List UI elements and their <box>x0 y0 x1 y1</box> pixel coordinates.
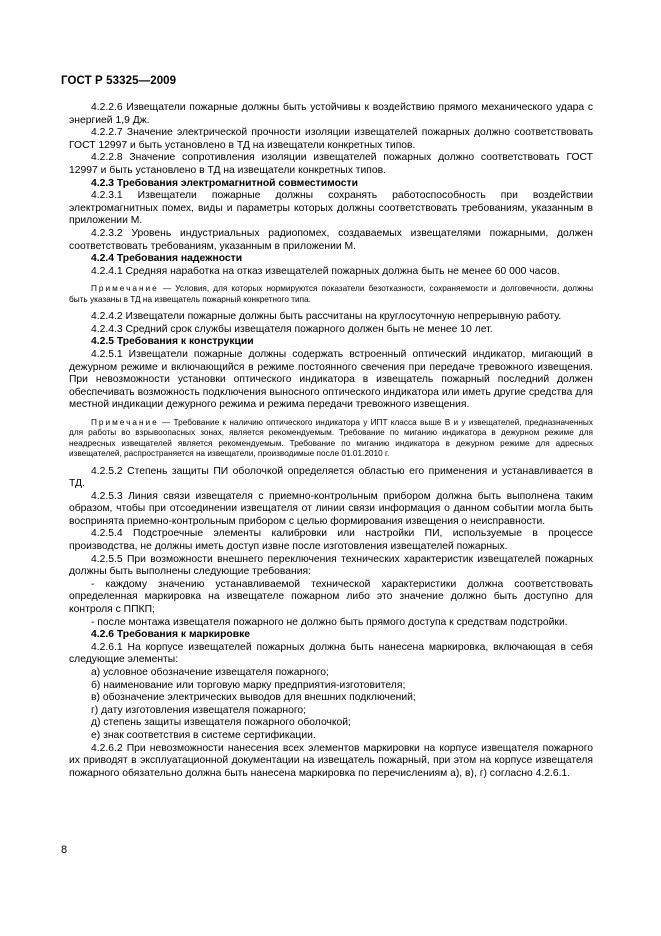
clause-4-2-2-8: 4.2.2.8 Значение сопротивления изоляции извещателей пожарных должно соответствовать ГОСТ 12997 и быть установлено в ТД на извещатели конкретных типов. <box>69 152 593 176</box>
note-text: — Условия, для которых нормируются показатели безотказности, сохраняемости и долговечности, должны быть указаны в ТД на извещатель пожарный конкретного типа. <box>69 284 593 304</box>
list-item-d: д) степень защиты извещателя пожарного оболочкой; <box>91 717 351 729</box>
list-item-v: в) обозначение электрических выводов для внешних подключений; <box>91 692 416 704</box>
list-item-dash-1: - каждому значению устанавливаемой технической характеристики должна соответствовать определенная маркировка на извещателе пожарном либо это значение должно быть доступно для контроля с ППКП; <box>69 578 593 616</box>
list-item-dash-2: - после монтажа извещателя пожарного не должно быть прямого доступа к средствам подстройки. <box>91 616 568 628</box>
clause-4-2-6-1: 4.2.6.1 На корпусе извещателей пожарных должна быть нанесена маркировка, включающая в себя следующие элементы: <box>69 641 593 666</box>
list-item-a: а) условное обозначение извещателя пожарного; <box>91 667 329 678</box>
clause-4-2-5-1: 4.2.5.1 Извещатели пожарные должны содержать встроенный оптический индикатор, мигающий в дежурном режиме и включающийся в режиме постоянного свечения при передаче тревожного извещения. При невозможности установки оптического индикатора в извещатель пожарный последний должен обеспечивать возможность подключения выносного оптического индикатора или иметь другие средства для местной индикации дежурного режима и режима передачи тревожного извещения. <box>69 348 593 411</box>
clause-4-2-5-2: 4.2.5.2 Степень защиты ПИ оболочкой определяется областью его применения и устанавливается в ТД. <box>69 465 593 490</box>
clause-4-2-5-4: 4.2.5.4 Подстроечные элементы калибровки или настройки ПИ, используемые в процессе производства, не должны иметь доступ извне после изготовления извещателей пожарных. <box>69 528 593 553</box>
clause-4-2-5-3: 4.2.5.3 Линия связи извещателя с приемно-контрольным прибором должна быть выполнена таким образом, чтобы при отсоединении извещателя от линии связи информация о данном событии могла быть воспринята приемно-контрольным прибором с целью формирования извещения о неисправности. <box>69 490 593 527</box>
section-heading-4-2-6: 4.2.6 Требования к маркировке <box>91 629 251 641</box>
clause-4-2-5-5: 4.2.5.5 При возможности внешнего переключения технических характеристик извещателей пожарных должны быть выполнены следующие требования: <box>69 553 593 578</box>
clause-4-2-4-1: 4.2.4.1 Средняя наработка на отказ извещателей пожарных должна быть не менее 60 000 часов. <box>91 265 560 277</box>
section-heading-4-2-5: 4.2.5 Требования к конструкции <box>91 336 254 348</box>
list-item-g: г) дату изготовления извещателя пожарного; <box>91 704 307 716</box>
document-body <box>69 102 593 780</box>
document-header: ГОСТ Р 53325—2009 <box>61 75 177 87</box>
list-item-e: е) знак соответствия в системе сертификации. <box>91 729 316 741</box>
note-label: Примечание <box>91 284 159 294</box>
note-text: — Требование к наличию оптического индикатора у ИПТ класса выше В и у извещателей, предназначенных для работы во взрывоопасных зонах, является рекомендуемым. Требование по миганию индикатора в дежурном режиме для неадресных извещателей является рекомендуемым. Требование по миганию индикатора в дежурном режиме для адресных извещателей, распространяется на извещатели, производимые после 01.01.2010 г. <box>69 417 593 459</box>
clause-4-2-3-1: 4.2.3.1 Извещатели пожарные должны сохранять работоспособность при воздействии электромагнитных помех, виды и параметры которых должны соответствовать требованиям, указанным в приложении М. <box>69 190 593 227</box>
clause-4-2-3-2: 4.2.3.2 Уровень индустриальных радиопомех, создаваемых извещателями пожарными, должен соответствовать требованиям, указанным в приложении М. <box>69 227 593 252</box>
section-heading-4-2-4: 4.2.4 Требования надежности <box>91 253 243 265</box>
note-reliability <box>69 284 593 305</box>
note-label: Примечание <box>91 417 159 427</box>
clause-4-2-2-7: 4.2.2.7 Значение электрической прочности изоляции извещателей пожарных должно соответствовать ГОСТ 12997 и быть установлено в ТД на извещатели конкретных типов. <box>69 127 593 151</box>
list-item-b: б) наименование или торговую марку предприятия-изготовителя; <box>91 679 406 691</box>
clause-4-2-4-2: 4.2.4.2 Извещатели пожарные должны быть рассчитаны на круглосуточную непрерывную работу. <box>91 311 562 323</box>
section-heading-4-2-3: 4.2.3 Требования электромагнитной совместимости <box>91 177 358 189</box>
note-indicator <box>69 418 593 460</box>
clause-4-2-6-2: 4.2.6.2 При невозможности нанесения всех элементов маркировки на корпусе извещателя пожарного их приводят в эксплуатационной документации на извещатель пожарный, при этом на корпусе извещателя пожарного обязательно должна быть нанесена маркировка по перечислениям а), в), г) согласно 4.2.6.1. <box>69 742 593 779</box>
clause-4-2-2-6: 4.2.2.6 Извещатели пожарные должны быть устойчивы к воздействию прямого механического удара с энергией 1,9 Дж. <box>69 102 593 126</box>
page-number: 8 <box>61 844 68 856</box>
clause-4-2-4-3: 4.2.4.3 Средний срок службы извещателя пожарного должен быть не менее 10 лет. <box>91 323 493 335</box>
